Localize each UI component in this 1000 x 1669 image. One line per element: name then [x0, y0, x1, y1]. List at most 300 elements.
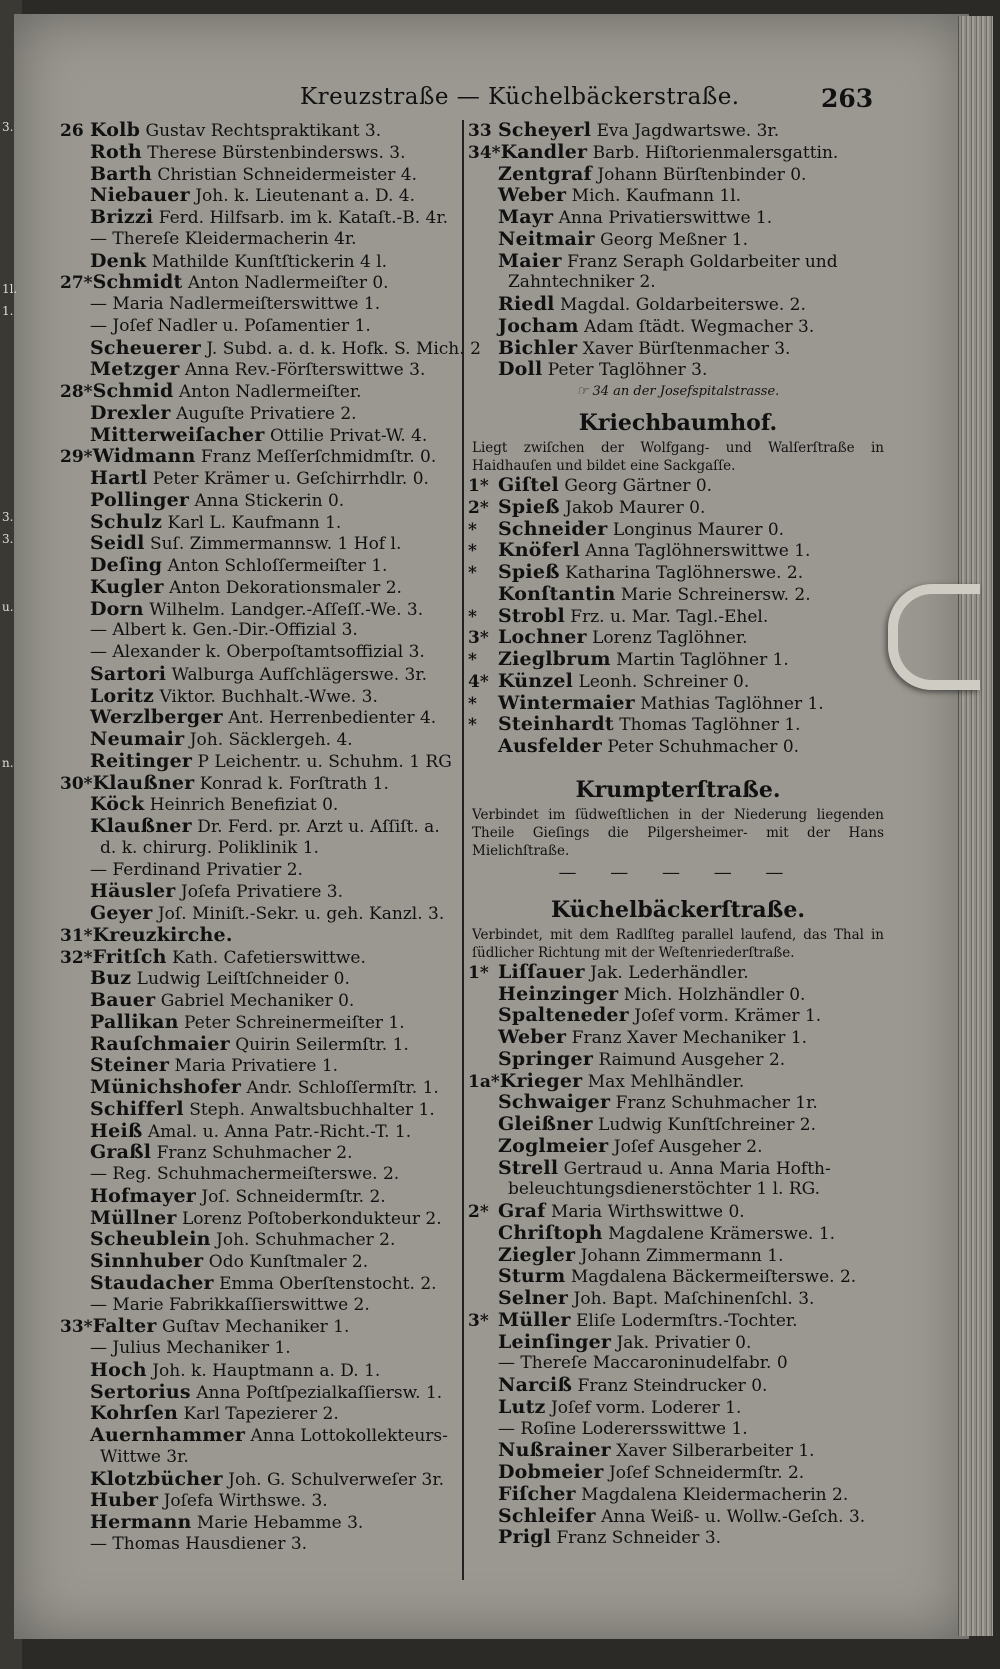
margin-mark: n.: [2, 756, 14, 770]
directory-entry: [60, 1251, 460, 1273]
directory-entry: [468, 142, 888, 164]
resident-surname: Niebauer: [90, 184, 190, 207]
directory-entry: [468, 359, 888, 381]
directory-entry: [60, 1469, 460, 1491]
resident-surname: Springer: [498, 1047, 594, 1070]
resident-details: — Joſef Nadler u. Poſamentier 1.: [90, 315, 371, 336]
resident-details: Jak. Lederhändler.: [590, 962, 749, 983]
resident-details: — Reg. Schuhmachermeiſterswe. 2.: [90, 1164, 400, 1184]
resident-surname: Zoglmeier: [498, 1134, 609, 1157]
right-column: [468, 120, 888, 1549]
directory-entry: [468, 519, 888, 541]
resident-details: Suſ. Zimmermannsw. 1 Hof l.: [149, 534, 402, 555]
directory-entry: [60, 664, 460, 686]
directory-entry: [60, 316, 460, 338]
house-number: 2*: [468, 1202, 489, 1222]
resident-surname: Dorn: [90, 597, 144, 620]
resident-details: Peter Schuhmacher 0.: [607, 737, 800, 757]
resident-details: Joh. k. Lieutenant a. D. 4.: [195, 186, 416, 207]
resident-details: Adam ſtädt. Wegmacher 3.: [584, 316, 815, 337]
resident-details: Karl L. Kaufmann 1.: [167, 512, 342, 533]
directory-entry: [468, 1288, 888, 1310]
resident-details: Magdalena Bäckermeiſterswe. 2.: [570, 1267, 857, 1288]
resident-surname: Rauſchmaier: [90, 1032, 230, 1055]
resident-details: Magdal. Goldarbeiterswe. 2.: [560, 295, 806, 315]
margin-mark: 3.: [2, 510, 14, 524]
directory-entry: [468, 562, 888, 584]
directory-entry: [468, 1527, 888, 1549]
resident-details: Marie Schreinersw. 2.: [620, 584, 811, 605]
resident-surname: Spieß: [498, 561, 560, 583]
directory-entry: [60, 1338, 460, 1360]
resident-details: Emma Oberſtenstocht. 2.: [219, 1273, 437, 1294]
resident-details: Gabriel Mechaniker 0.: [160, 991, 355, 1011]
resident-details: Guſtav Mechaniker 1.: [162, 1317, 350, 1338]
house-number: *: [468, 563, 477, 583]
resident-details: Magdalena Kleidermacherin 2.: [581, 1484, 849, 1505]
directory-entry: [468, 736, 888, 758]
resident-surname: Maier: [498, 249, 562, 272]
page-edges: [958, 16, 993, 1636]
resident-surname: Narciß: [498, 1374, 573, 1396]
directory-entry: [468, 1049, 888, 1071]
house-number: 32*: [60, 947, 93, 968]
resident-surname: Liſſauer: [498, 960, 585, 983]
kriechbaumhof-entries: [468, 475, 888, 758]
resident-surname: Widmann: [92, 445, 196, 468]
resident-surname: Auernhammer: [90, 1424, 246, 1446]
resident-details: — Thomas Hausdiener 3.: [90, 1533, 308, 1554]
resident-surname: Neitmair: [498, 227, 595, 250]
directory-entry: [60, 1295, 460, 1317]
resident-surname: Ziegler: [498, 1243, 576, 1266]
resident-details: Viktor. Buchhalt.-Wwe. 3.: [159, 686, 378, 707]
resident-details: Maria Wirthswittwe 0.: [550, 1202, 745, 1222]
house-number: 26: [60, 121, 84, 141]
resident-surname: Giſtel: [498, 474, 559, 496]
resident-details: Peter Krämer u. Geſchirrhdlr. 0.: [152, 469, 429, 489]
resident-surname: Steiner: [90, 1054, 170, 1077]
resident-details: Ludwig Leiſtſchneider 0.: [136, 969, 350, 990]
resident-details: Zahntechniker 2.: [508, 272, 656, 293]
resident-details: Anna Poſtſpezialkaſſiersw. 1.: [196, 1382, 443, 1403]
resident-details: Joſef Ausgeher 2.: [613, 1136, 763, 1157]
resident-surname: Geyer: [90, 902, 153, 924]
margin-mark: 1l.: [2, 282, 18, 296]
resident-details: Anna Privatierswittwe 1.: [558, 208, 773, 228]
directory-entry: [468, 1092, 888, 1114]
resident-details: Peter Schreinermeiſter 1.: [184, 1012, 405, 1033]
directory-entry: [60, 816, 460, 838]
resident-surname: Huber: [90, 1489, 159, 1512]
resident-surname: Schleifer: [498, 1504, 596, 1527]
resident-surname: Bichler: [498, 336, 578, 359]
resident-surname: Chriſtoph: [498, 1221, 603, 1244]
resident-details: Mathias Taglöhner 1.: [640, 693, 824, 714]
resident-details: Amal. u. Anna Patr.-Richt.-T. 1.: [147, 1121, 412, 1142]
resident-surname: Graf: [498, 1200, 546, 1222]
directory-entry: [60, 1273, 460, 1295]
resident-details: Magdalene Krämerswe. 1.: [608, 1223, 836, 1244]
directory-entry: [468, 1005, 888, 1027]
section-desc-krumpterstrasse: Verbindet im ſüdweſtlichen in der Niederung liegenden Theile Gieſings die Pilgersheimer- mit der Hans Mielichſtraße.: [472, 806, 884, 859]
directory-entry: [468, 316, 888, 338]
resident-surname: Lochner: [498, 626, 587, 649]
directory-entry: [468, 207, 888, 229]
section-desc-kuechelbaeckerstrasse: Verbindet, mit dem Radlſteg parallel laufend, das Thal in ſüdlicher Richtung mit der Weſtenriederſtraße.: [472, 926, 884, 961]
resident-details: Joſef Schneidermſtr. 2.: [608, 1463, 805, 1483]
directory-entry: [60, 1447, 460, 1469]
resident-surname: Steinhardt: [498, 713, 614, 736]
directory-entry: [468, 475, 888, 497]
resident-surname: Spalteneder: [498, 1004, 629, 1027]
resident-surname: Drexler: [90, 401, 171, 424]
directory-entry: [60, 229, 460, 251]
directory-entry: [468, 714, 888, 736]
resident-details: Johann Zimmermann 1.: [580, 1245, 784, 1266]
resident-surname: Jocham: [498, 314, 579, 337]
resident-surname: Roth: [90, 140, 142, 163]
resident-details: Raimund Ausgeher 2.: [598, 1049, 786, 1070]
resident-details: Ludwig Kunſtſchreiner 2.: [598, 1115, 816, 1135]
page-clip: [888, 584, 980, 690]
resident-surname: Werzlberger: [90, 706, 223, 729]
directory-entry: [468, 1071, 888, 1093]
directory-entry: [468, 649, 888, 671]
directory-entry: [60, 1425, 460, 1447]
directory-entry: [60, 142, 460, 164]
directory-entry: [60, 120, 460, 142]
directory-entry: [468, 627, 888, 649]
resident-surname: Fiſcher: [498, 1482, 576, 1505]
resident-details: — Albert k. Gen.-Dir.-Offizial 3.: [90, 620, 358, 641]
house-number: 31*: [60, 925, 93, 946]
resident-details: Ottilie Privat-W. 4.: [269, 425, 428, 446]
directory-entry: [468, 1179, 888, 1201]
house-number: 1*: [468, 962, 489, 983]
house-number: 3*: [468, 1310, 489, 1331]
resident-surname: Fritſch: [92, 945, 167, 968]
margin-mark: 1.: [2, 304, 14, 318]
resident-surname: Pallikan: [90, 1010, 179, 1033]
section-title-kuechelbaeckerstrasse: Küchelbäckerſtraße.: [550, 896, 806, 923]
resident-details: Martin Taglöhner 1.: [616, 650, 789, 670]
resident-surname: Graßl: [90, 1141, 152, 1164]
directory-entry: [468, 229, 888, 251]
resident-surname: Heiß: [90, 1119, 143, 1142]
resident-details: Georg Meßner 1.: [600, 229, 748, 250]
resident-surname: Nußrainer: [498, 1439, 611, 1462]
resident-surname: Scheublein: [90, 1228, 211, 1251]
resident-details: Maria Privatiere 1.: [174, 1056, 339, 1077]
directory-entry: [60, 1512, 460, 1534]
resident-surname: Sertorius: [90, 1380, 191, 1403]
directory-entry: [60, 968, 460, 990]
resident-details: Joſefa Wirthswe. 3.: [163, 1491, 328, 1512]
resident-surname: Staudacher: [90, 1271, 214, 1294]
resident-details: Joſ. Schneidermſtr. 2.: [201, 1186, 386, 1207]
resident-details: Auguſte Privatiere 2.: [176, 403, 357, 424]
directory-entry: [60, 1034, 460, 1056]
resident-details: Lorenz Taglöhner.: [592, 628, 748, 649]
resident-details: Odo Kunſtmaler 2.: [208, 1252, 369, 1272]
margin-mark: u.: [2, 600, 14, 614]
resident-details: Joſef vorm. Loderer 1.: [550, 1397, 742, 1418]
resident-details: Gertraud u. Anna Maria Hofth-: [563, 1158, 831, 1179]
directory-entry: [60, 729, 460, 751]
resident-surname: Schneider: [498, 517, 608, 540]
resident-details: Ferd. Hilfsarb. im k. Kataſt.-B. 4r.: [158, 208, 449, 228]
resident-details: Anna Taglöhnerswittwe 1.: [585, 541, 811, 562]
directory-entry: [468, 1201, 888, 1223]
directory-entry: [60, 1403, 460, 1425]
resident-details: Anton Dekorationsmaler 2.: [169, 577, 402, 598]
resident-details: Heinrich Benefiziat 0.: [149, 795, 339, 816]
resident-surname: Häusler: [90, 880, 176, 903]
resident-surname: Klaußner: [92, 771, 195, 794]
house-number: 33: [468, 121, 492, 141]
left-column: [60, 119, 481, 1556]
resident-details: Franz Meſſerſchmidmſtr. 0.: [200, 447, 437, 468]
resident-details: Jak. Privatier 0.: [616, 1332, 752, 1353]
directory-entry: [468, 185, 888, 207]
directory-entry: [60, 1142, 460, 1164]
resident-details: Anna Rev.-Förſterswittwe 3.: [184, 360, 426, 381]
resident-surname: Wintermaier: [498, 691, 635, 714]
resident-surname: Neumair: [90, 728, 185, 750]
resident-details: Anna Stickerin 0.: [194, 490, 345, 511]
resident-details: — Marie Fabrikkaſſierswittwe 2.: [90, 1294, 370, 1315]
resident-details: Walburga Aufſchlägerswe. 3r.: [171, 664, 428, 685]
right-top-entries: [468, 120, 888, 381]
directory-entry: [468, 962, 888, 984]
directory-entry: [60, 1534, 460, 1556]
resident-surname: Klaußner: [90, 815, 192, 837]
directory-entry: [468, 1397, 888, 1419]
resident-details: Georg Gärtner 0.: [564, 476, 713, 496]
directory-entry: [60, 1121, 460, 1143]
directory-entry: [468, 1375, 888, 1397]
resident-surname: Leinſinger: [498, 1330, 612, 1353]
house-number: 28*: [60, 382, 93, 402]
resident-surname: Klotzbücher: [90, 1467, 223, 1490]
resident-surname: Selner: [498, 1287, 569, 1309]
section-title-krumpterstrasse: Krumpterſtraße.: [575, 776, 781, 803]
directory-entry: [468, 693, 888, 715]
resident-details: Frz. u. Mar. Tagl.-Ehel.: [570, 606, 769, 627]
resident-surname: Mayr: [498, 206, 554, 228]
resident-surname: Deſing: [90, 554, 163, 576]
resident-surname: Krieger: [499, 1069, 583, 1092]
resident-details: Lorenz Poſtoberkondukteur 2.: [182, 1208, 442, 1229]
house-number: 1*: [468, 476, 489, 496]
resident-details: Katharina Taglöhnerswe. 2.: [565, 563, 804, 583]
resident-details: Joſ. Miniſt.-Sekr. u. geh. Kanzl. 3.: [157, 904, 445, 924]
directory-entry: [60, 881, 460, 903]
directory-entry: [468, 1506, 888, 1528]
resident-details: Ant. Herrenbedienter 4.: [228, 708, 437, 729]
resident-details: beleuchtungsdienerstöchter 1 l. RG.: [508, 1179, 821, 1200]
resident-details: Wittwe 3r.: [100, 1446, 189, 1467]
resident-surname: Müller: [498, 1308, 571, 1331]
resident-details: Marie Hebamme 3.: [196, 1513, 364, 1533]
resident-surname: Münichshofer: [90, 1076, 242, 1098]
resident-surname: Sartori: [90, 662, 167, 685]
directory-entry: [60, 251, 460, 273]
resident-details: Joh. Bapt. Maſchinenſchl. 3.: [573, 1289, 815, 1309]
resident-surname: Hofmayer: [90, 1184, 196, 1207]
resident-details: Joh. Schuhmacher 2.: [216, 1230, 396, 1251]
house-number: 33*: [60, 1317, 93, 1338]
resident-surname: Kolb: [90, 119, 141, 141]
resident-details: Steph. Anwaltsbuchhalter 1.: [189, 1099, 435, 1120]
resident-details: — Thereſe Kleidermacherin 4r.: [90, 228, 357, 249]
resident-surname: Knöferl: [498, 539, 580, 562]
directory-entry: [468, 1136, 888, 1158]
directory-entry: [60, 512, 460, 534]
resident-surname: Hartl: [90, 467, 148, 489]
resident-details: Leonh. Schreiner 0.: [578, 671, 750, 692]
section-title-kriechbaumhof: Kriechbaumhof.: [578, 410, 778, 436]
resident-details: Franz Schuhmacher 2.: [156, 1143, 353, 1164]
resident-details: — Alexander k. Oberpoſtamtsoffizial 3.: [90, 642, 425, 662]
directory-entry: [60, 272, 460, 294]
resident-surname: Bauer: [90, 989, 156, 1011]
resident-details: Wilhelm. Landger.-Aſſeſſ.-We. 3.: [149, 599, 424, 620]
directory-entry: [468, 251, 888, 273]
resident-details: Therese Bürstenbindersws. 3.: [147, 142, 406, 163]
resident-details: Anton Schloſſermeiſter 1.: [167, 556, 388, 576]
directory-entry: [60, 642, 460, 664]
resident-details: Xaver Bürſtenmacher 3.: [582, 338, 791, 359]
kuechelbaeckerstrasse-entries: [468, 962, 888, 1549]
house-number: 29*: [60, 447, 93, 468]
resident-surname: Hermann: [90, 1511, 192, 1533]
directory-entry: [468, 1158, 888, 1180]
resident-surname: Scheuerer: [90, 336, 202, 359]
resident-surname: Künzel: [498, 669, 574, 692]
house-number: 3*: [468, 628, 489, 649]
directory-entry: [60, 1186, 460, 1208]
resident-surname: Konſtantin: [498, 582, 616, 605]
directory-entry: [60, 533, 460, 555]
directory-entry: [468, 1266, 888, 1288]
resident-details: Karl Tapezierer 2.: [183, 1404, 339, 1425]
resident-details: Max Mehlhändler.: [587, 1071, 745, 1092]
resident-details: Xaver Silberarbeiter 1.: [616, 1441, 815, 1462]
directory-entry: [468, 1353, 888, 1375]
resident-details: Franz Xaver Mechaniker 1.: [571, 1028, 808, 1048]
resident-details: — Maria Nadlermeiſterswittwe 1.: [90, 294, 381, 314]
resident-surname: Riedl: [498, 293, 555, 315]
house-number: *: [468, 650, 477, 670]
resident-details: Gustav Rechtspraktikant 3.: [145, 121, 382, 141]
resident-details: Thomas Taglöhner 1.: [619, 715, 801, 736]
directory-entry: [60, 751, 460, 773]
resident-details: Eva Jagdwartswe. 3r.: [596, 121, 780, 141]
directory-entry: [468, 1027, 888, 1049]
resident-details: Longinus Maurer 0.: [612, 519, 785, 540]
directory-entry: [60, 555, 460, 577]
directory-entry: [468, 164, 888, 186]
resident-details: Barb. Hiſtorienmalersgattin.: [592, 142, 839, 163]
resident-surname: Buz: [90, 967, 132, 990]
house-number: *: [468, 693, 477, 714]
house-number: 2*: [468, 497, 489, 518]
resident-surname: Schulz: [90, 510, 163, 533]
resident-surname: Kohrſen: [90, 1402, 179, 1425]
resident-details: — Thereſe Maccaroninudelfabr. 0: [498, 1353, 788, 1374]
house-number: 34*: [468, 142, 501, 163]
resident-surname: Kugler: [90, 575, 164, 598]
resident-surname: Schmidt: [92, 271, 183, 294]
resident-details: Anna Lottokollekteurs-: [250, 1426, 448, 1446]
resident-surname: Brizzi: [90, 206, 154, 228]
resident-surname: Barth: [90, 162, 152, 185]
house-number: *: [468, 541, 477, 562]
resident-surname: Müllner: [90, 1206, 177, 1229]
resident-details: Johann Bürſtenbinder 0.: [597, 164, 807, 185]
resident-surname: Reitinger: [90, 749, 193, 772]
house-number: 27*: [60, 273, 93, 294]
resident-surname: Lutz: [498, 1395, 546, 1418]
house-number: *: [468, 519, 477, 540]
resident-details: Joh. Säcklergeh. 4.: [189, 730, 353, 750]
directory-entry: [60, 707, 460, 729]
directory-entry: [60, 620, 460, 642]
resident-details: Mathilde Kunſtſtickerin 4 l.: [151, 251, 388, 272]
directory-entry: [468, 1419, 888, 1441]
resident-details: Quirin Seilermſtr. 1.: [235, 1034, 409, 1055]
directory-entry: [60, 359, 460, 381]
directory-entry: [60, 468, 460, 490]
resident-surname: Metzger: [90, 358, 180, 381]
directory-entry: [468, 120, 888, 142]
resident-details: Mich. Kaufmann 1l.: [571, 186, 742, 207]
directory-entry: [468, 984, 888, 1006]
resident-surname: Köck: [90, 793, 145, 816]
directory-entry: [60, 773, 460, 795]
resident-details: Franz Schneider 3.: [556, 1528, 722, 1549]
resident-surname: Zentgraf: [498, 162, 592, 185]
directory-entry: [60, 599, 460, 621]
directory-entry: [60, 1360, 460, 1382]
directory-entry: [60, 336, 481, 360]
house-number: 4*: [468, 671, 489, 692]
directory-entry: [60, 860, 460, 882]
directory-entry: [60, 1316, 460, 1338]
resident-details: Konrad k. Forſtrath 1.: [199, 773, 389, 794]
resident-details: Anton Nadlermeiſter.: [178, 382, 362, 402]
resident-details: Joſefa Privatiere 3.: [180, 882, 344, 903]
directory-entry: [468, 1310, 888, 1332]
resident-surname: Weber: [498, 184, 567, 207]
directory-entry: [60, 381, 460, 403]
directory-entry: [60, 947, 460, 969]
resident-surname: Schwaiger: [498, 1091, 611, 1114]
resident-surname: Loritz: [90, 684, 155, 707]
directory-entry: [468, 1245, 888, 1267]
resident-surname: Doll: [498, 358, 543, 381]
directory-entry: [60, 294, 460, 316]
resident-details: Anton Nadlermeiſter 0.: [187, 273, 389, 294]
margin-mark: 3.: [2, 120, 14, 134]
directory-entry: [468, 1223, 888, 1245]
running-header: Kreuzstraße — Küchelbäckerstraße.: [300, 84, 740, 110]
directory-entry: [468, 294, 888, 316]
resident-details: Anna Weiß- u. Wollw.-Geſch. 3.: [601, 1506, 866, 1527]
directory-entry: [468, 540, 888, 562]
